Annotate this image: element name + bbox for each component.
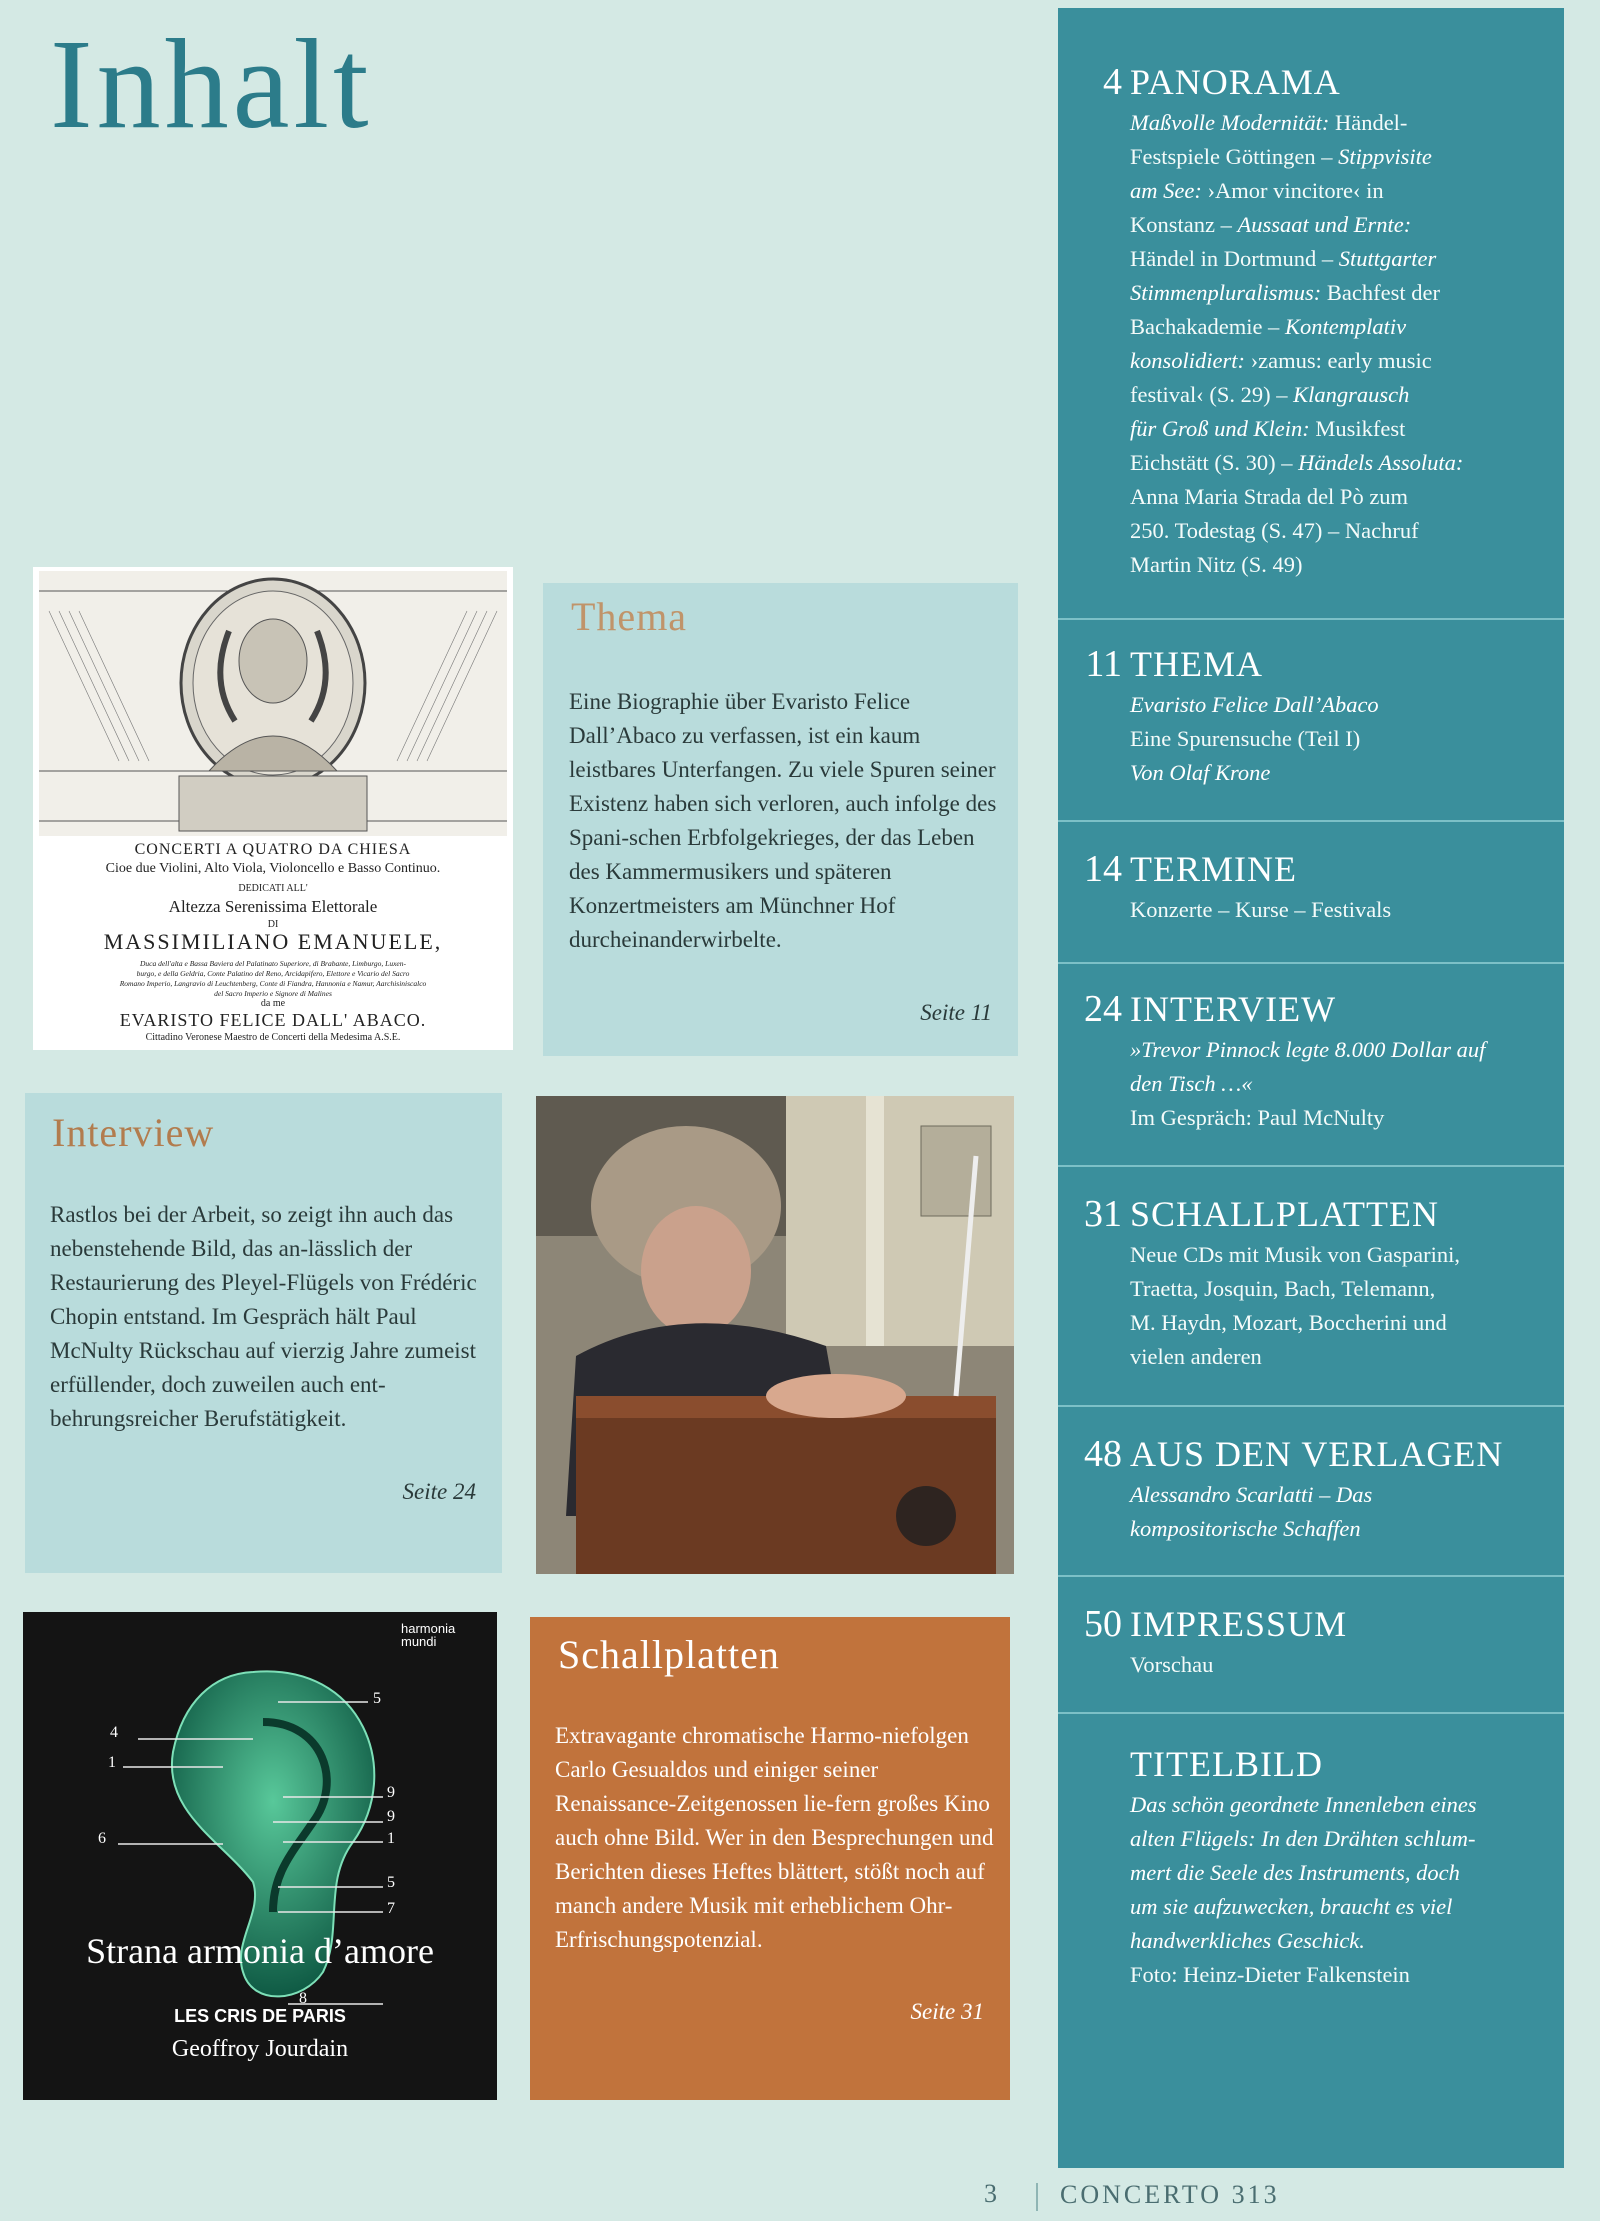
toc-entry-head — [1058, 1190, 1564, 1238]
toc-line-segment: Das schön geordnete Innenleben eines — [1130, 1792, 1477, 1817]
toc-line — [1130, 893, 1540, 927]
toc-line-segment: handwerkliches Geschick. — [1130, 1928, 1365, 1953]
toc-section-title: PANORAMA — [1130, 62, 1341, 102]
engraving-image — [33, 567, 513, 1050]
toc-line-segment: Neue CDs mit Musik von Gasparini, — [1130, 1242, 1460, 1267]
thema-text: Eine Biographie über Evaristo Felice Dall’Abaco zu verfassen, ist ein kaum leistbares Unterfangen. Zu viele Spuren seiner Existenz haben sich verloren, auch infolge des Spani-schen Erbfolgekrieges, der das Leben des Kammermusikers und späteren Konzertmeisters am Münchner Hof durcheinanderwirbelte. — [569, 689, 997, 952]
toc-page-number: 11 — [1085, 643, 1122, 685]
toc-line-segment: Traetta, Josquin, Bach, Telemann, — [1130, 1276, 1436, 1301]
cd-conductor: Geoffroy Jourdain — [171, 2036, 349, 2062]
toc-line-segment: Festspiele Göttingen – — [1130, 144, 1339, 169]
toc-line-segment: Bachakademie – — [1130, 314, 1285, 339]
interview-page-ref[interactable]: Seite 24 — [402, 1479, 476, 1504]
page-title: Inhalt — [50, 13, 373, 155]
toc-line-segment: ›zamus: early music — [1244, 348, 1432, 373]
toc-line-segment: um sie aufzuwecken, braucht es viel — [1130, 1894, 1453, 1919]
toc-section-title: SCHALLPLATTEN — [1130, 1194, 1439, 1234]
toc-column — [1058, 8, 1564, 2168]
toc-line-segment: kompositorische Schaffen — [1130, 1516, 1361, 1541]
toc-line-segment: Im Gespräch: Paul McNulty — [1130, 1105, 1385, 1130]
toc-section-title: TITELBILD — [1130, 1744, 1323, 1784]
toc-description — [1130, 1033, 1540, 1135]
toc-line-segment: Klangrausch — [1293, 382, 1410, 407]
toc-line — [1130, 276, 1540, 310]
toc-line — [1130, 378, 1540, 412]
toc-divider — [1058, 618, 1564, 620]
toc-line-segment: Kontemplativ — [1284, 314, 1407, 339]
toc-section-title: TERMINE — [1130, 849, 1297, 889]
toc-line-segment: M. Haydn, Mozart, Boccherini und — [1130, 1310, 1447, 1335]
interview-text: Rastlos bei der Arbeit, so zeigt ihn auch das nebenstehende Bild, das an-lässlich der Restaurierung des Pleyel-Flügels von Frédéric Chopin entstand. Im Gespräch hält Paul McNulty Rückschau auf vierzig Jahre zumeist erfüllender, doch zuweilen auch ent-behrungsreicher Berufstätigkeit. — [50, 1202, 477, 1431]
toc-entry[interactable] — [1058, 1600, 1564, 1677]
toc-line-segment: festival‹ (S. 29) – — [1130, 382, 1294, 407]
portrait-engraving — [39, 571, 507, 836]
toc-description — [1130, 893, 1540, 927]
toc-line — [1130, 548, 1540, 582]
toc-line-segment: konsolidiert: — [1130, 348, 1245, 373]
ear-marker: 5 — [373, 1690, 381, 1707]
toc-divider — [1058, 1712, 1564, 1714]
toc-divider — [1058, 1165, 1564, 1167]
toc-entry-head — [1058, 845, 1564, 893]
engraving-line: DEDICATI ALL' — [238, 883, 308, 894]
toc-entry[interactable] — [1058, 985, 1564, 1130]
toc-line — [1130, 412, 1540, 446]
toc-line-segment: den Tisch …« — [1130, 1071, 1253, 1096]
toc-line-segment: Stippvisite — [1338, 144, 1432, 169]
engraving-line: del Sacro Imperio e Signore di Malines — [214, 989, 332, 998]
ear-marker: 5 — [387, 1874, 395, 1891]
toc-line-segment: alten Flügels: In den Drähten schlum- — [1130, 1826, 1476, 1851]
toc-line — [1130, 1101, 1540, 1135]
toc-line — [1130, 1958, 1540, 1992]
toc-line-segment: Stuttgarter — [1338, 246, 1437, 271]
toc-divider — [1058, 820, 1564, 822]
label-logo: harmonia mundi — [401, 1621, 456, 1649]
toc-line-segment: Konzerte – Kurse – Festivals — [1130, 897, 1392, 922]
toc-line — [1130, 1512, 1540, 1546]
toc-line-segment: Vorschau — [1130, 1652, 1214, 1677]
toc-divider — [1058, 1575, 1564, 1577]
thema-teaser[interactable] — [543, 583, 1018, 1056]
toc-line — [1130, 1272, 1540, 1306]
schallplatten-text: Extravagante chromatische Harmo-niefolgen Carlo Gesualdos und einiger seiner Renaissance-Zeitgenossen lie-fern großes Kino auch ohne Bild. Wer in den Besprechungen und Berichten dieses Heftes blättert, stößt noch auf manch andere Musik mit erheblichem Ohr-Erfrischungspotenzial. — [555, 1723, 994, 1952]
toc-entry[interactable] — [1058, 1740, 1564, 1987]
engraving-line: Duca dell'alta e Bassa Baviera del Palatinato Superiore, di Brabante, Limburgo, Luxen- — [139, 959, 406, 968]
toc-line-segment: Händel in Dortmund – — [1130, 246, 1339, 271]
ear-marker: 6 — [98, 1830, 106, 1847]
toc-entry[interactable] — [1058, 845, 1564, 922]
toc-section-title: IMPRESSUM — [1130, 1604, 1348, 1644]
toc-line-segment: Eichstätt (S. 30) – — [1130, 450, 1299, 475]
toc-page-number: 24 — [1084, 988, 1122, 1030]
engraving-line: burgo, e della Geldria, Conte Palatino del Reno, Arcidapifero, Elettore e Vicario del Sacro — [136, 969, 410, 978]
ear-marker: 1 — [108, 1754, 116, 1771]
toc-entry-head — [1058, 1430, 1564, 1478]
toc-line — [1130, 242, 1540, 276]
ear-marker: 1 — [387, 1830, 395, 1847]
toc-line — [1130, 1788, 1540, 1822]
toc-page-number: 50 — [1084, 1603, 1122, 1645]
engraving-line: Cioe due Violini, Alto Viola, Violoncello e Basso Continuo. — [105, 861, 441, 876]
toc-description — [1130, 1648, 1540, 1682]
toc-line-segment: für Groß und Klein: — [1130, 416, 1310, 441]
toc-line-segment: Martin Nitz (S. 49) — [1130, 552, 1303, 577]
toc-section-title: THEMA — [1130, 644, 1263, 684]
cd-cover-image — [23, 1612, 497, 2100]
toc-line — [1130, 208, 1540, 242]
engraving-line: Romano Imperio, Langravio di Leuchtenberg, Conte di Fiandra, Hannonia e Namur, Aarchisiniscalco — [119, 979, 427, 988]
cd-ensemble: LES CRIS DE PARIS — [174, 2006, 346, 2026]
toc-line-segment: mert die Seele des Instruments, doch — [1130, 1860, 1460, 1885]
engraving-line: Altezza Serenissima Elettorale — [168, 897, 378, 916]
toc-description — [1130, 688, 1540, 790]
toc-page-number: 31 — [1084, 1193, 1122, 1235]
toc-line — [1130, 480, 1540, 514]
toc-line — [1130, 1856, 1540, 1890]
toc-line-segment: Bachfest der — [1321, 280, 1440, 305]
toc-description — [1130, 106, 1540, 582]
schallplatten-teaser[interactable] — [530, 1617, 1010, 2100]
toc-line-segment: vielen anderen — [1130, 1344, 1262, 1369]
toc-line — [1130, 722, 1540, 756]
ear-marker: 9 — [387, 1784, 395, 1801]
engraving-line: CONCERTI A QUATRO DA CHIESA — [134, 841, 412, 858]
toc-line-segment: Händel- — [1329, 110, 1408, 135]
ear-marker: 4 — [110, 1724, 118, 1741]
interview-teaser[interactable] — [25, 1093, 502, 1573]
toc-line-segment: Evaristo Felice Dall’Abaco — [1130, 692, 1379, 717]
magazine-issue: CONCERTO 313 — [1060, 2180, 1280, 2209]
toc-divider — [1058, 962, 1564, 964]
toc-line — [1130, 1478, 1540, 1512]
toc-line-segment: Von Olaf Krone — [1130, 760, 1271, 785]
toc-line — [1130, 514, 1540, 548]
toc-line — [1130, 174, 1540, 208]
toc-line — [1130, 1033, 1540, 1067]
toc-line — [1130, 1890, 1540, 1924]
toc-description — [1130, 1788, 1540, 1992]
toc-line — [1130, 688, 1540, 722]
ear-marker: 9 — [387, 1808, 395, 1825]
schallplatten-heading: Schallplatten — [558, 1632, 780, 1677]
toc-entry-head — [1058, 58, 1564, 106]
thema-heading: Thema — [571, 594, 688, 639]
toc-divider — [1058, 1405, 1564, 1407]
toc-section-title: AUS DEN VERLAGEN — [1130, 1434, 1504, 1474]
toc-line-segment: Anna Maria Strada del Pò zum — [1130, 484, 1409, 509]
toc-line-segment: Foto: Heinz-Dieter Falkenstein — [1130, 1962, 1410, 1987]
engraving-line: DI — [267, 919, 279, 930]
engraving-line: MASSIMILIANO EMANUELE, — [103, 929, 443, 954]
thema-page-ref[interactable]: Seite 11 — [920, 1000, 992, 1025]
toc-entry[interactable] — [1058, 1190, 1564, 1369]
toc-section-title: INTERVIEW — [1130, 989, 1337, 1029]
toc-line-segment: Konstanz – — [1130, 212, 1238, 237]
toc-line-segment: Musikfest — [1309, 416, 1406, 441]
toc-line — [1130, 1340, 1540, 1374]
interview-heading: Interview — [52, 1110, 215, 1155]
toc-entry[interactable] — [1058, 58, 1564, 577]
toc-entry-head — [1058, 640, 1564, 688]
toc-entry-head — [1058, 1600, 1564, 1648]
toc-line-segment: »Trevor Pinnock legte 8.000 Dollar auf — [1130, 1037, 1486, 1062]
toc-line-segment: 250. Todestag (S. 47) – Nachruf — [1130, 518, 1419, 543]
engraving-line: da me — [260, 998, 286, 1009]
toc-line-segment: Händels Assoluta: — [1298, 450, 1464, 475]
toc-entry[interactable] — [1058, 1430, 1564, 1541]
engraving-line: Cittadino Veronese Maestro de Concerti della Medesima A.S.E. — [145, 1032, 401, 1043]
toc-entry[interactable] — [1058, 640, 1564, 785]
toc-description — [1130, 1238, 1540, 1374]
toc-line — [1130, 1924, 1540, 1958]
toc-page-number: 4 — [1103, 61, 1122, 103]
toc-line — [1130, 344, 1540, 378]
schallplatten-page-ref[interactable]: Seite 31 — [910, 1999, 984, 2024]
toc-line-segment: Maßvolle Modernität: — [1130, 110, 1330, 135]
ear-marker: 7 — [387, 1900, 395, 1917]
toc-line — [1130, 140, 1540, 174]
cd-title: Strana armonia d’amore — [86, 1931, 434, 1971]
toc-description — [1130, 1478, 1540, 1546]
toc-line — [1130, 106, 1540, 140]
toc-line-segment: Alessandro Scarlatti – Das — [1130, 1482, 1373, 1507]
toc-line — [1130, 756, 1540, 790]
engraving-line: EVARISTO FELICE DALL' ABACO. — [119, 1010, 427, 1030]
toc-line — [1130, 1648, 1540, 1682]
page-number: 3 — [984, 2179, 997, 2208]
toc-entry-head — [1058, 985, 1564, 1033]
photo-illustration — [536, 1096, 1014, 1574]
instrument-maker-photo — [536, 1096, 1014, 1574]
toc-page-number: 14 — [1084, 848, 1122, 890]
toc-line — [1130, 1822, 1540, 1856]
toc-page-number: 48 — [1084, 1433, 1122, 1475]
toc-line-segment: Aussaat und Ernte: — [1237, 212, 1412, 237]
footer-divider — [1036, 2183, 1038, 2211]
toc-line — [1130, 1067, 1540, 1101]
ear-marker: 8 — [299, 1990, 307, 2007]
toc-line-segment: am See: — [1130, 178, 1202, 203]
toc-line — [1130, 310, 1540, 344]
toc-line — [1130, 1238, 1540, 1272]
toc-line-segment: Stimmenpluralismus: — [1130, 280, 1322, 305]
toc-entry-head — [1058, 1740, 1564, 1788]
toc-line — [1130, 446, 1540, 480]
toc-line-segment: ›Amor vincitore‹ in — [1201, 178, 1384, 203]
toc-line — [1130, 1306, 1540, 1340]
toc-line-segment: Eine Spurensuche (Teil I) — [1130, 726, 1361, 751]
